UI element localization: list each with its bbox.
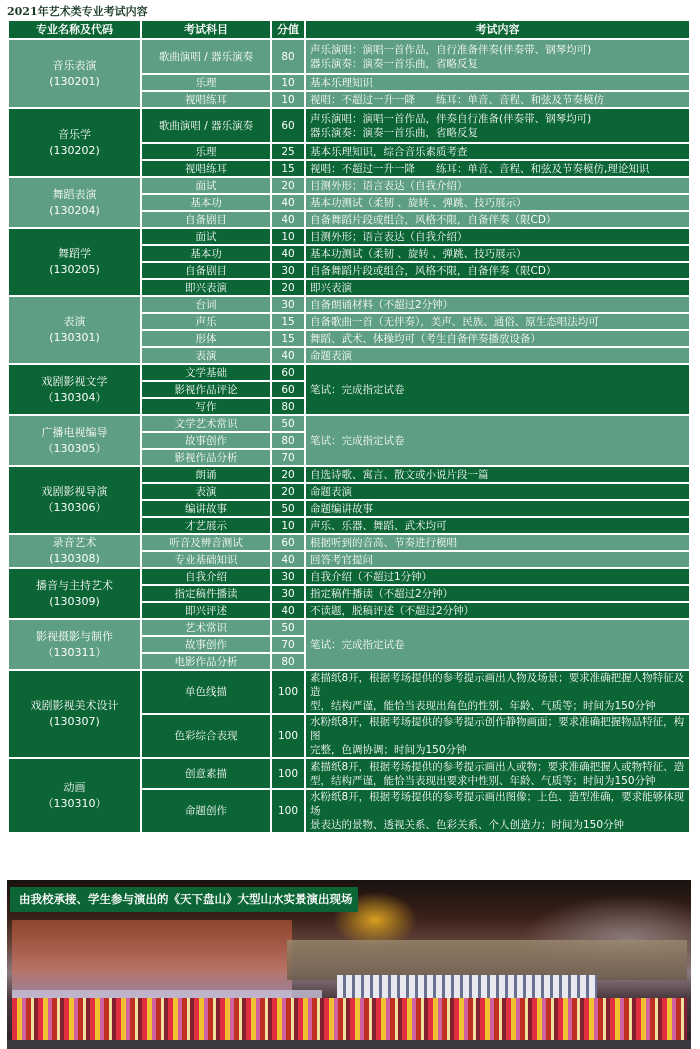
major-cell <box>8 228 141 296</box>
content-line: 器乐演奏：演奏一首乐曲，省略反复 <box>310 126 478 139</box>
score-cell: 30 <box>271 262 305 279</box>
subject-cell: 命题创作 <box>141 789 271 833</box>
subject-cell: 专业基础知识 <box>141 551 271 568</box>
score-cell: 10 <box>271 517 305 534</box>
content-cell <box>305 483 690 500</box>
content-cell <box>305 177 690 194</box>
content-cell <box>305 347 690 364</box>
major-name: 录音艺术 <box>52 536 97 549</box>
major-cell <box>8 296 141 364</box>
table-row <box>8 177 690 194</box>
content-line: 命题表演 <box>310 485 352 498</box>
subject-cell: 自我介绍 <box>141 568 271 585</box>
photo-stage-floor <box>7 1040 691 1049</box>
content-line: 指定稿件播读（不超过2分钟） <box>310 587 454 600</box>
subject-cell: 歌曲演唱 / 器乐演奏 <box>141 108 271 143</box>
content-cell <box>305 39 690 74</box>
content-cell <box>305 585 690 602</box>
content-cell <box>305 714 690 758</box>
table-row <box>8 296 690 313</box>
score-cell: 100 <box>271 758 305 789</box>
subject-cell: 视唱练耳 <box>141 91 271 108</box>
major-name: 广播电视编导 <box>41 425 108 439</box>
subject-cell: 声乐 <box>141 313 271 330</box>
table-row <box>8 670 690 714</box>
major-code: (130307) <box>49 715 100 728</box>
major-cell <box>8 758 141 833</box>
major-name: 动画 <box>63 780 86 794</box>
table-row <box>8 364 690 381</box>
content-line: 命题编讲故事 <box>310 502 373 515</box>
content-cell <box>305 143 690 160</box>
content-line: 素描纸8开，根据考场提供的参考提示画出人或物；要求准确把握人或物特征、造 <box>310 760 685 773</box>
content-line: 自备歌曲一首（无伴奏），美声、民族、通俗、原生态唱法均可 <box>310 315 599 328</box>
content-cell <box>305 534 690 551</box>
score-cell: 80 <box>271 653 305 670</box>
score-cell: 60 <box>271 534 305 551</box>
content-line: 命题表演 <box>310 349 352 362</box>
subject-cell: 台词 <box>141 296 271 313</box>
major-cell <box>8 39 141 108</box>
score-cell: 100 <box>271 670 305 714</box>
subject-cell: 面试 <box>141 228 271 245</box>
header-major: 专业名称及代码 <box>8 20 141 39</box>
subject-cell: 文学艺术常识 <box>141 415 271 432</box>
major-cell <box>8 568 141 619</box>
content-cell <box>305 500 690 517</box>
major-code: (130308) <box>49 552 100 565</box>
table-row <box>8 758 690 789</box>
score-cell: 15 <box>271 160 305 177</box>
subject-cell: 影视作品评论 <box>141 381 271 398</box>
subject-cell: 视唱练耳 <box>141 160 271 177</box>
content-cell <box>305 313 690 330</box>
table-row <box>8 228 690 245</box>
score-cell: 30 <box>271 296 305 313</box>
major-cell <box>8 466 141 534</box>
major-code: （130310） <box>42 796 107 810</box>
major-code: (130204) <box>49 203 100 217</box>
table-row <box>8 619 690 636</box>
major-name: 戏剧影视美术设计 <box>30 699 119 712</box>
content-line: 目测外形；语言表达（自我介绍） <box>310 230 468 243</box>
content-cell <box>305 296 690 313</box>
major-code: (130202) <box>49 143 100 157</box>
content-line: 根据听到的音高、节奏进行模唱 <box>310 536 457 549</box>
subject-cell: 单色线描 <box>141 670 271 714</box>
content-cell <box>305 789 690 833</box>
table-header-row <box>8 20 690 39</box>
content-line: 自备朗诵材料（不超过2分钟） <box>310 298 454 311</box>
header-subject: 考试科目 <box>141 20 271 39</box>
score-cell: 40 <box>271 602 305 619</box>
score-cell: 100 <box>271 714 305 758</box>
score-cell: 10 <box>271 74 305 91</box>
content-cell <box>305 602 690 619</box>
major-cell <box>8 619 141 670</box>
subject-cell: 自备剧目 <box>141 262 271 279</box>
major-cell <box>8 415 141 466</box>
major-code: （130305） <box>42 441 107 455</box>
content-line: 型，结构严谨，能恰当表现出角色的性别、年龄、气质等；时间为150分钟 <box>310 700 656 712</box>
subject-cell: 故事创作 <box>141 432 271 449</box>
subject-cell: 听音及辨音测试 <box>141 534 271 551</box>
score-cell: 60 <box>271 381 305 398</box>
content-line: 景表达的景物、透视关系、色彩关系、个人创造力；时间为150分钟 <box>310 819 625 831</box>
subject-cell: 色彩综合表现 <box>141 714 271 758</box>
content-line: 水粉纸8开，根据考场提供的参考提示创作静物画面；要求准确把握物品特征，构图 <box>310 716 685 742</box>
major-name: 舞蹈表演 <box>52 187 97 201</box>
subject-cell: 电影作品分析 <box>141 653 271 670</box>
score-cell: 70 <box>271 636 305 653</box>
major-code: （130304） <box>42 390 107 404</box>
photo-rocks <box>287 940 687 980</box>
subject-cell: 文学基础 <box>141 364 271 381</box>
subject-cell: 自备剧目 <box>141 211 271 228</box>
content-line: 不读题，脱稿评述（不超过2分钟） <box>310 604 475 617</box>
content-line: 自选诗歌、寓言、散文或小说片段一篇 <box>310 468 489 481</box>
table-row <box>8 568 690 585</box>
score-cell: 50 <box>271 619 305 636</box>
content-line: 水粉纸8开，根据考场提供的参考提示画出图像；上色、造型准确，要求能够体现场 <box>310 791 685 817</box>
content-line: 基本乐理知识 <box>310 76 373 89</box>
subject-cell: 形体 <box>141 330 271 347</box>
content-line: 器乐演奏：演奏一首乐曲，省略反复 <box>310 57 478 70</box>
score-cell: 40 <box>271 347 305 364</box>
major-name: 戏剧影视导演 <box>41 485 108 498</box>
score-cell: 30 <box>271 585 305 602</box>
subject-cell: 艺术常识 <box>141 619 271 636</box>
subject-cell: 创意素描 <box>141 758 271 789</box>
major-cell <box>8 177 141 228</box>
score-cell: 15 <box>271 313 305 330</box>
score-cell: 40 <box>271 211 305 228</box>
score-cell: 10 <box>271 228 305 245</box>
content-cell <box>305 194 690 211</box>
major-name: 戏剧影视文学 <box>41 374 108 388</box>
content-cell <box>305 517 690 534</box>
content-line: 基本功测试（柔韧 、旋转 、弹跳、技巧展示） <box>310 247 527 260</box>
subject-cell: 指定稿件播读 <box>141 585 271 602</box>
table-body <box>8 39 690 833</box>
subject-cell: 才艺展示 <box>141 517 271 534</box>
score-cell: 50 <box>271 415 305 432</box>
content-cell <box>305 91 690 108</box>
subject-cell: 表演 <box>141 347 271 364</box>
content-cell: 笔试：完成指定试卷 <box>305 619 690 670</box>
content-line: 目测外形；语言表达（自我介绍） <box>310 179 468 192</box>
major-name: 舞蹈学 <box>58 247 91 260</box>
content-line: 视唱：不超过一升一降 练耳：单音、音程、和弦及节奏模仿 <box>310 93 604 106</box>
score-cell: 20 <box>271 466 305 483</box>
photo-performers-crowd <box>12 998 687 1046</box>
content-line: 声乐演唱：演唱一首作品，自行准备伴奏(伴奏带、钢琴均可) <box>310 43 592 56</box>
score-cell: 25 <box>271 143 305 160</box>
score-cell: 10 <box>271 91 305 108</box>
table-row <box>8 534 690 551</box>
content-cell <box>305 74 690 91</box>
score-cell: 40 <box>271 245 305 262</box>
photo-caption: 由我校承接、学生参与演出的《天下盘山》大型山水实景演出现场 <box>10 887 358 912</box>
photo-temple <box>12 920 292 1000</box>
content-cell <box>305 211 690 228</box>
subject-cell: 乐理 <box>141 143 271 160</box>
table-row <box>8 415 690 432</box>
subject-cell: 表演 <box>141 483 271 500</box>
score-cell: 40 <box>271 551 305 568</box>
score-cell: 80 <box>271 432 305 449</box>
content-line: 视唱：不超过一升一降 练耳：单音、音程、和弦及节奏模仿,理论知识 <box>310 162 650 175</box>
content-cell: 笔试：完成指定试卷 <box>305 415 690 466</box>
score-cell: 20 <box>271 177 305 194</box>
content-cell <box>305 160 690 177</box>
content-cell <box>305 228 690 245</box>
subject-cell: 故事创作 <box>141 636 271 653</box>
content-line: 自我介绍（不超过1分钟） <box>310 570 433 583</box>
subject-cell: 面试 <box>141 177 271 194</box>
table-row <box>8 39 690 74</box>
content-line: 型，结构严谨，能恰当表现出要求中性别、年龄、气质等；时间为150分钟 <box>310 774 656 787</box>
page-title: 2021年艺术类专业考试内容 <box>7 5 148 18</box>
major-name: 音乐学 <box>58 127 91 141</box>
performance-photo <box>7 880 691 1049</box>
content-cell <box>305 551 690 568</box>
score-cell: 80 <box>271 39 305 74</box>
major-code: （130306） <box>42 501 107 514</box>
score-cell: 80 <box>271 398 305 415</box>
content-cell <box>305 108 690 143</box>
score-cell: 40 <box>271 194 305 211</box>
content-line: 舞蹈、武术、体操均可（考生自备伴奏播放设备） <box>310 332 541 345</box>
content-line: 基本功测试（柔韧 、旋转 、弹跳、技巧展示） <box>310 196 527 209</box>
content-line: 完整，色调协调；时间为150分钟 <box>310 744 467 756</box>
content-line: 基本乐理知识，综合音乐素质考查 <box>310 145 468 158</box>
content-cell <box>305 670 690 714</box>
major-code: (130205) <box>49 263 100 276</box>
subject-cell: 基本功 <box>141 245 271 262</box>
score-cell: 60 <box>271 364 305 381</box>
major-cell <box>8 364 141 415</box>
content-line: 声乐、乐器、舞蹈、武术均可 <box>310 519 447 532</box>
content-cell <box>305 330 690 347</box>
subject-cell: 即兴表演 <box>141 279 271 296</box>
content-line: 即兴表演 <box>310 281 352 294</box>
content-cell <box>305 262 690 279</box>
subject-cell: 即兴评述 <box>141 602 271 619</box>
major-cell <box>8 670 141 758</box>
subject-cell: 写作 <box>141 398 271 415</box>
subject-cell: 歌曲演唱 / 器乐演奏 <box>141 39 271 74</box>
content-cell <box>305 245 690 262</box>
content-cell: 笔试：完成指定试卷 <box>305 364 690 415</box>
content-cell <box>305 568 690 585</box>
subject-cell: 基本功 <box>141 194 271 211</box>
score-cell: 60 <box>271 108 305 143</box>
score-cell: 20 <box>271 279 305 296</box>
subject-cell: 乐理 <box>141 74 271 91</box>
content-line: 素描纸8开，根据考场提供的参考提示画出人物及场景；要求准确把握人物特征及造 <box>310 672 685 698</box>
photo-performers-white <box>337 975 597 999</box>
major-code: （130311） <box>42 645 107 659</box>
content-line: 回答考官提问 <box>310 553 373 566</box>
content-cell <box>305 279 690 296</box>
subject-cell: 朗诵 <box>141 466 271 483</box>
header-content: 考试内容 <box>305 20 690 39</box>
score-cell: 50 <box>271 500 305 517</box>
content-cell <box>305 466 690 483</box>
content-cell <box>305 758 690 789</box>
major-code: (130201) <box>49 74 100 88</box>
major-code: (130309) <box>49 594 100 608</box>
major-code: (130301) <box>49 331 100 344</box>
major-cell <box>8 534 141 568</box>
content-line: 自备舞蹈片段或组合，风格不限，自备伴奏（限CD） <box>310 213 557 226</box>
major-name: 音乐表演 <box>52 58 97 72</box>
major-cell <box>8 108 141 177</box>
score-cell: 15 <box>271 330 305 347</box>
major-name: 播音与主持艺术 <box>36 578 113 592</box>
subject-cell: 影视作品分析 <box>141 449 271 466</box>
table-row <box>8 466 690 483</box>
score-cell: 70 <box>271 449 305 466</box>
content-line: 自备舞蹈片段或组合，风格不限，自备伴奏（限CD） <box>310 264 557 277</box>
score-cell: 20 <box>271 483 305 500</box>
subject-cell: 编讲故事 <box>141 500 271 517</box>
table-row <box>8 108 690 143</box>
header-score: 分值 <box>271 20 305 39</box>
score-cell: 30 <box>271 568 305 585</box>
content-line: 声乐演唱：演唱一首作品，伴奏自行准备(伴奏带、钢琴均可) <box>310 112 592 125</box>
exam-content-table <box>7 19 691 834</box>
major-name: 影视摄影与制作 <box>36 629 113 643</box>
major-name: 表演 <box>63 315 86 328</box>
score-cell: 100 <box>271 789 305 833</box>
